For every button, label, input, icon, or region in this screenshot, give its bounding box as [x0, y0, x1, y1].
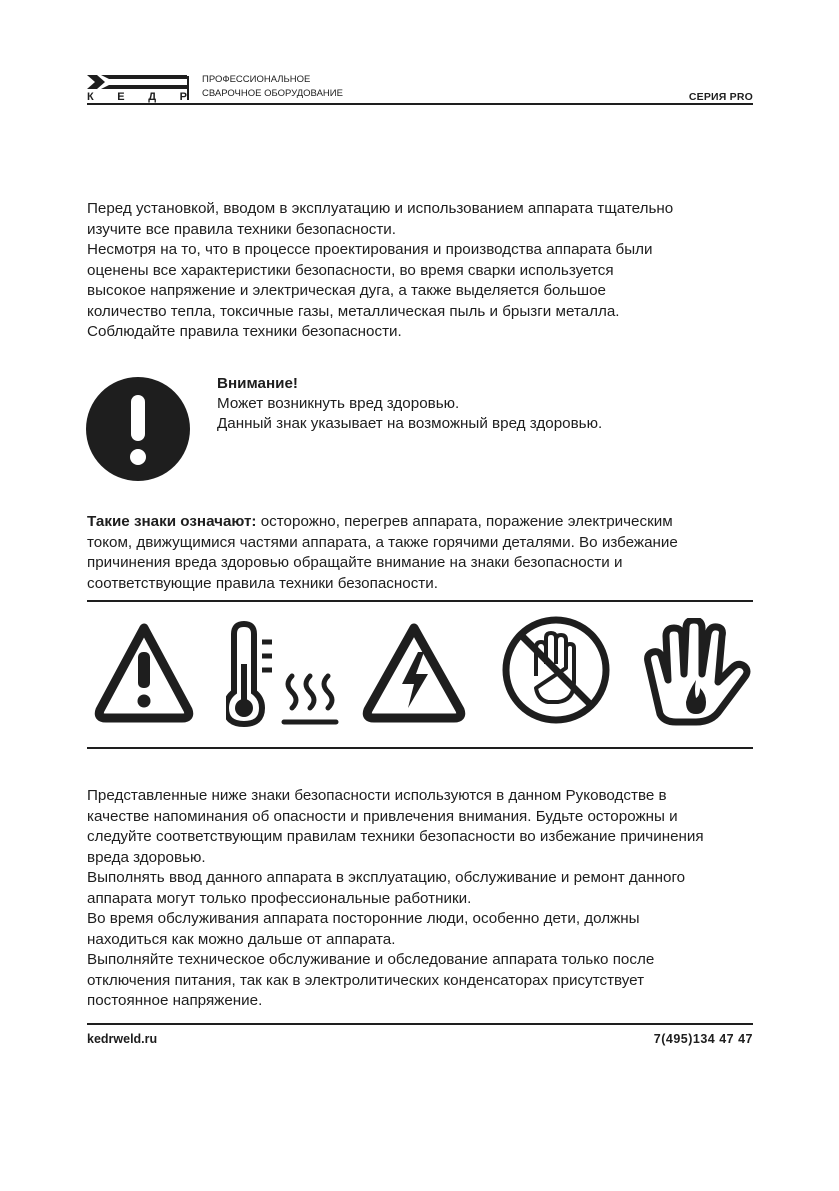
electric-hazard-icon	[358, 618, 470, 730]
intro-line: высокое напряжение и электрическая дуга, а также выделяется большое	[87, 282, 606, 299]
notes-line: следуйте соответствующим правилам техники безопасности во избежание причинения	[87, 828, 704, 845]
intro-line: Соблюдайте правила техники безопасности.	[87, 323, 402, 340]
notes-line: качестве напоминания об опасности и привлечения внимания. Будьте осторожны и	[87, 807, 678, 825]
header-subtitle-line1: ПРОФЕССИОНАЛЬНОЕ	[202, 74, 311, 85]
intro-line: Перед установкой, вводом в эксплуатацию и использованием аппарата тщательно	[87, 200, 674, 217]
signs-line: током, движущимися частями аппарата, а также горячими деталями. Во избежание	[87, 533, 678, 551]
intro-line: Несмотря на то, что в процессе проектирования и производства аппарата были	[87, 241, 653, 258]
notes-paragraph	[87, 786, 757, 1012]
warning-line: Данный знак указывает на возможный вред здоровью.	[217, 415, 603, 432]
thermometer-heat-icon	[226, 620, 346, 732]
warning-text	[217, 374, 602, 434]
exclamation-circle-icon	[86, 377, 190, 481]
icons-top-rule	[87, 600, 753, 602]
warning-title: Внимание!	[217, 375, 298, 392]
header-subtitle	[202, 73, 343, 101]
warning-triangle-icon	[92, 618, 196, 730]
signs-meaning-paragraph	[87, 512, 757, 594]
intro-paragraph	[87, 199, 757, 343]
footer-rule	[87, 1023, 753, 1025]
intro-line: оценены все характеристики безопасности, во время сварки используется	[87, 261, 614, 279]
notes-line: Выполнять ввод данного аппарата в эксплуатацию, обслуживание и ремонт данного	[87, 869, 686, 886]
notes-line: Представленные ниже знаки безопасности используются в данном Руководстве в	[87, 787, 667, 804]
intro-line: изучите все правила техники безопасности.	[87, 220, 397, 238]
logo-letters	[87, 91, 187, 103]
intro-line: количество тепла, токсичные газы, металлическая пыль и брызги металла.	[87, 302, 620, 320]
series-label: СЕРИЯ PRO	[688, 91, 753, 103]
header-subtitle-line2: СВАРОЧНОЕ ОБОРУДОВАНИЕ	[202, 88, 343, 99]
notes-line: вреда здоровью.	[87, 848, 206, 866]
notes-line: Выполняйте техническое обслуживание и обследование аппарата только после	[87, 951, 655, 968]
brand-logo	[87, 73, 187, 103]
logo-letter: Е	[117, 91, 125, 103]
header-divider	[187, 76, 189, 100]
signs-line: причинения вреда здоровью обращайте внимание на знаки безопасности и	[87, 554, 623, 571]
logo-letter: Р	[179, 91, 187, 103]
notes-line: находиться как можно дальше от аппарата.	[87, 930, 396, 948]
signs-line	[87, 512, 757, 533]
notes-line: аппарата могут только профессиональные работники.	[87, 889, 472, 907]
notes-line: Во время обслуживания аппарата посторонние люди, особенно дети, должны	[87, 910, 640, 927]
hand-fire-icon	[640, 618, 754, 732]
header-rule	[87, 103, 753, 105]
logo-letter: Д	[148, 91, 157, 103]
warning-line: Может возникнуть вред здоровью.	[217, 395, 460, 412]
logo-mark-icon	[87, 73, 187, 91]
website-link[interactable]: kedrweld.ru	[87, 1032, 158, 1046]
signs-line: соответствующие правила техники безопасности.	[87, 574, 438, 592]
notes-line: постоянное напряжение.	[87, 992, 263, 1009]
signs-line-rest: осторожно, перегрев аппарата, поражение электрическим	[256, 513, 673, 530]
no-hand-icon	[500, 614, 612, 726]
signs-bold-lead: Такие знаки означают:	[87, 513, 257, 530]
phone-number: 7(495)134 47 47	[653, 1032, 753, 1046]
logo-letter: К	[87, 91, 94, 103]
icons-bottom-rule	[87, 747, 753, 749]
notes-line: отключения питания, так как в электролитических конденсаторах присутствует	[87, 971, 645, 989]
